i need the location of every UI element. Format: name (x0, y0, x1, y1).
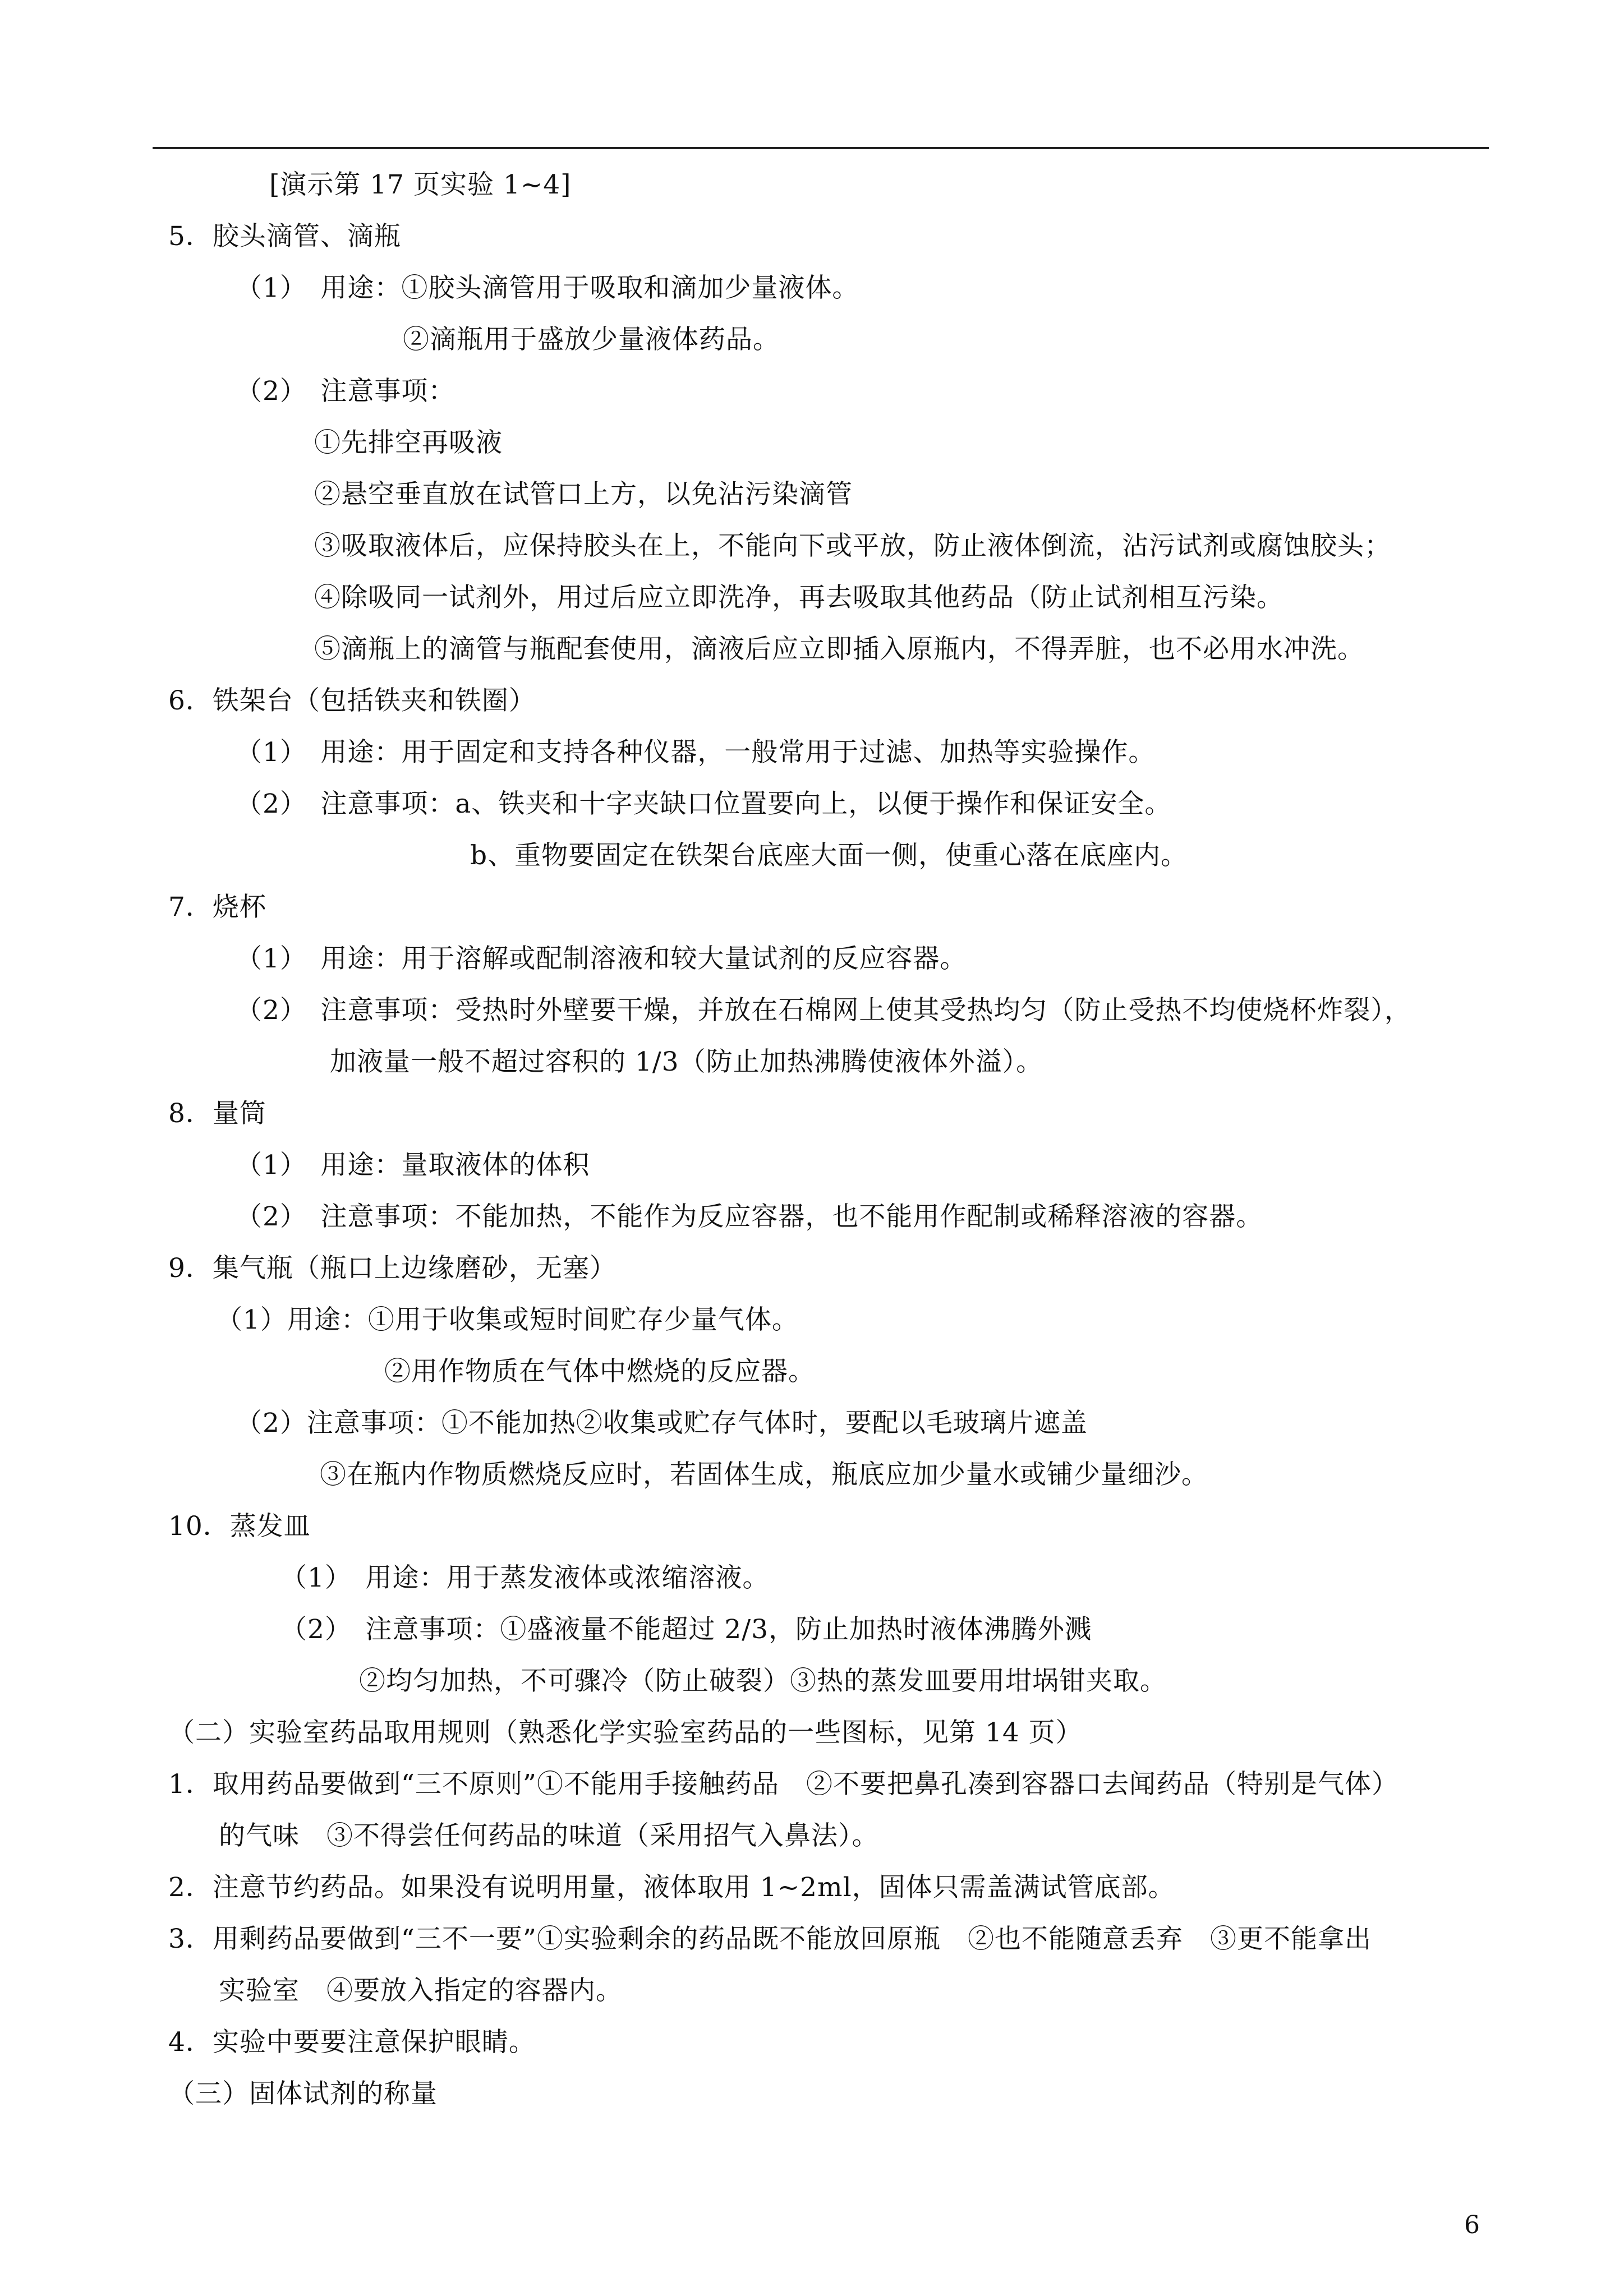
text-line: 的气味 ③不得尝任何药品的味道（采用招气入鼻法）。 (219, 1820, 879, 1851)
text-line: （1）用途：①用于收集或短时间贮存少量气体。 (216, 1304, 799, 1335)
text-line: ③在瓶内作物质燃烧反应时，若固体生成，瓶底应加少量水或铺少量细沙。 (320, 1459, 1208, 1490)
text-line: 实验室 ④要放入指定的容器内。 (219, 1975, 623, 2006)
text-line: （2） 注意事项：不能加热，不能作为反应容器，也不能用作配制或稀释溶液的容器。 (236, 1201, 1263, 1232)
text-line: （2） 注意事项：受热时外壁要干燥，并放在石棉网上使其受热均匀（防止受热不均使烧杯炸裂）， (236, 995, 1411, 1026)
text-line: 2．注意节约药品。如果没有说明用量，液体取用 1~2ml，固体只需盖满试管底部。 (168, 1872, 1175, 1903)
text-line: [演示第 17 页实验 1~4] (269, 169, 572, 200)
text-line: b、重物要固定在铁架台底座大面一侧，使重心落在底座内。 (470, 840, 1188, 871)
text-line: ③吸取液体后，应保持胶头在上，不能向下或平放，防止液体倒流，沾污试剂或腐蚀胶头； (314, 531, 1391, 561)
text-line: ②均匀加热，不可骤冷（防止破裂）③热的蒸发皿要用坩埚钳夹取。 (359, 1666, 1167, 1696)
text-line: （1） 用途：①胶头滴管用于吸取和滴加少量液体。 (236, 273, 859, 303)
text-line: （2） 注意事项：a、铁夹和十字夹缺口位置要向上，以便于操作和保证安全。 (236, 789, 1172, 819)
section-heading: （二）实验室药品取用规则（熟悉化学实验室药品的一些图标，见第 14 页） (168, 1717, 1083, 1748)
header-rule (153, 147, 1489, 149)
page-number: 6 (1464, 2211, 1480, 2239)
section-heading: 5．胶头滴管、滴瓶 (168, 221, 401, 252)
text-line: （1） 用途：用于蒸发液体或浓缩溶液。 (280, 1562, 770, 1593)
text-line: 4．实验中要要注意保护眼睛。 (168, 2027, 536, 2058)
text-line: ②悬空垂直放在试管口上方，以免沾污染滴管 (314, 479, 853, 510)
section-heading: （三）固体试剂的称量 (168, 2078, 438, 2109)
text-line: （2）注意事项：①不能加热②收集或贮存气体时，要配以毛玻璃片遮盖 (236, 1408, 1088, 1439)
text-line: （1） 用途：用于固定和支持各种仪器，一般常用于过滤、加热等实验操作。 (236, 737, 1156, 768)
text-line: 3．用剩药品要做到“三不一要”①实验剩余的药品既不能放回原瓶 ②也不能随意丢弃 ③更不能拿出 (168, 1924, 1372, 1954)
text-line: （2） 注意事项： (236, 376, 456, 407)
text-line: （2） 注意事项：①盛液量不能超过 2/3，防止加热时液体沸腾外溅 (280, 1614, 1092, 1645)
text-line: 加液量一般不超过容积的 1/3（防止加热沸腾使液体外溢）。 (330, 1046, 1043, 1077)
section-heading: 9．集气瓶（瓶口上边缘磨砂，无塞） (168, 1253, 617, 1284)
text-line: 1．取用药品要做到“三不原则”①不能用手接触药品 ②不要把鼻孔凑到容器口去闻药品（特别是气体） (168, 1769, 1398, 1800)
text-line: ②用作物质在气体中燃烧的反应器。 (384, 1356, 815, 1387)
section-heading: 6．铁架台（包括铁夹和铁圈） (168, 685, 536, 716)
text-line: ②滴瓶用于盛放少量液体药品。 (403, 324, 780, 355)
text-line: ①先排空再吸液 (314, 427, 503, 458)
text-line: ④除吸同一试剂外，用过后应立即洗净，再去吸取其他药品（防止试剂相互污染。 (314, 582, 1283, 613)
text-line: ⑤滴瓶上的滴管与瓶配套使用，滴液后应立即插入原瓶内，不得弄脏，也不必用水冲洗。 (314, 634, 1364, 665)
text-line: （1） 用途：用于溶解或配制溶液和较大量试剂的反应容器。 (236, 943, 967, 974)
section-heading: 7．烧杯 (168, 892, 266, 923)
section-heading: 10．蒸发皿 (168, 1511, 311, 1542)
text-line: （1） 用途：量取液体的体积 (236, 1150, 590, 1181)
section-heading: 8．量筒 (168, 1098, 266, 1129)
